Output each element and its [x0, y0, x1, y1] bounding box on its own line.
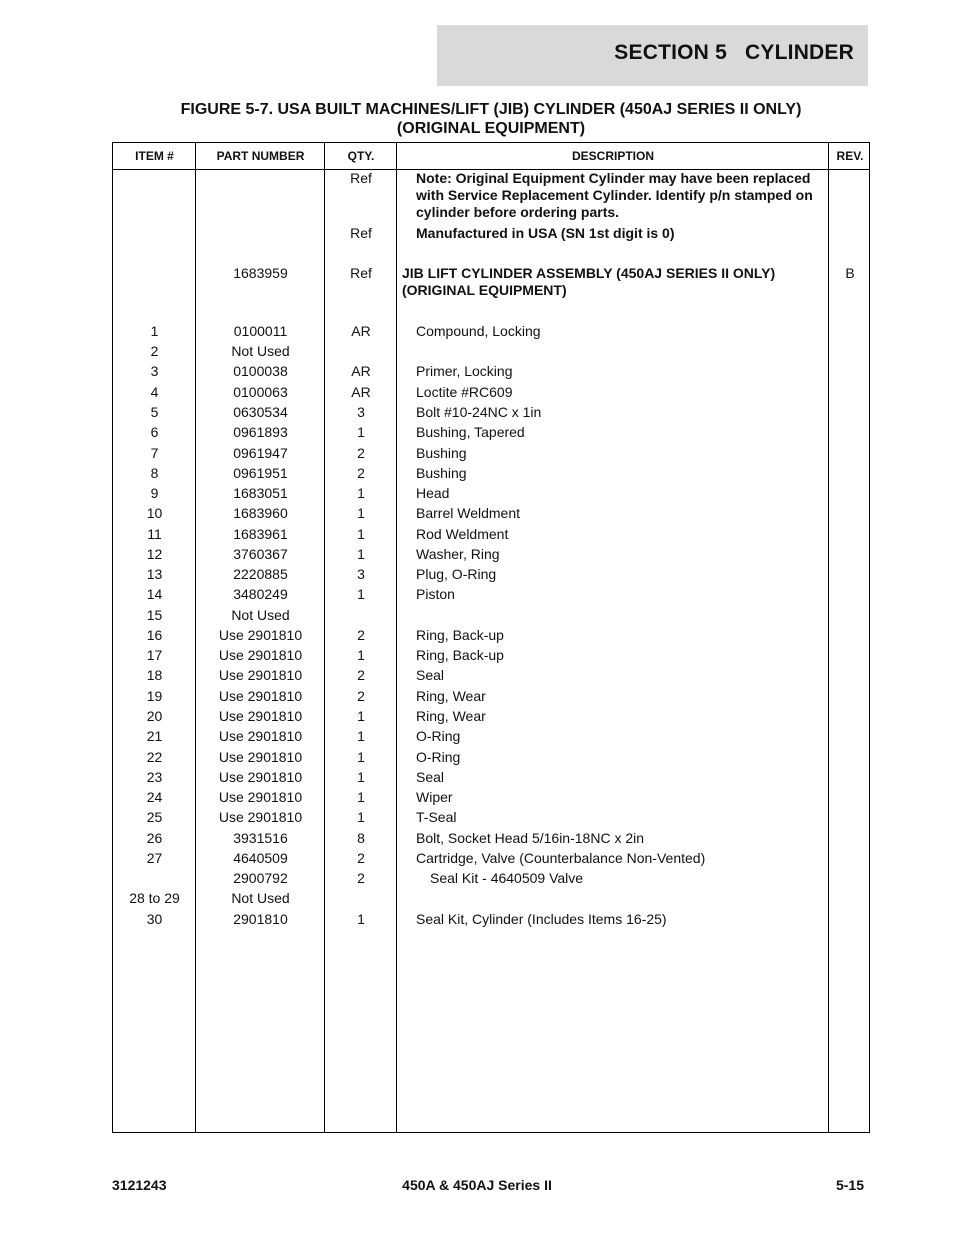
item-cell: 7	[150, 445, 159, 461]
description-cell: Ring, Back-up	[416, 647, 504, 663]
item-cell: 23	[146, 769, 163, 785]
qty-cell: AR	[351, 384, 371, 400]
qty-cell: 1	[357, 647, 365, 663]
part-number-cell: 0100038	[233, 363, 288, 379]
qty-cell: Ref	[350, 265, 372, 281]
description-cell: Cartridge, Valve (Counterbalance Non-Vented)	[416, 850, 706, 866]
item-cell: 27	[146, 850, 163, 866]
part-number-cell: 1683959	[233, 265, 288, 281]
qty-cell: 1	[357, 424, 365, 440]
column-divider	[828, 143, 829, 1132]
qty-cell: 2	[357, 445, 365, 461]
part-number-cell: 4640509	[233, 850, 288, 866]
part-number-cell: 1683961	[233, 526, 288, 542]
item-cell: 13	[146, 566, 163, 582]
section-header	[437, 25, 868, 86]
description-cell: Seal Kit, Cylinder (Includes Items 16-25)	[416, 911, 667, 927]
qty-cell: 1	[357, 505, 365, 521]
description-cell: Note: Original Equipment Cylinder may have been replaced with Service Replacement Cylinder. Identify p/n stamped on cylinder before ordering parts.	[416, 170, 813, 220]
qty-cell: 2	[357, 870, 365, 886]
qty-cell: AR	[351, 323, 371, 339]
part-number-cell: 0100063	[233, 384, 288, 400]
description-cell: Seal Kit - 4640509 Valve	[430, 870, 584, 886]
part-number-cell: 0961951	[233, 465, 288, 481]
item-cell: 5	[150, 404, 159, 420]
header-item: ITEM #	[135, 149, 174, 163]
qty-cell: Ref	[350, 170, 372, 186]
part-number-cell: 1683960	[233, 505, 288, 521]
item-cell: 18	[146, 667, 163, 683]
description-cell: T-Seal	[416, 809, 457, 825]
part-number-cell: Use 2901810	[218, 789, 303, 805]
description-cell: O-Ring	[416, 728, 461, 744]
part-number-cell: Not Used	[231, 607, 290, 623]
part-number-cell: 2900792	[233, 870, 288, 886]
part-number-cell: Use 2901810	[218, 809, 303, 825]
description-cell: JIB LIFT CYLINDER ASSEMBLY (450AJ SERIES II ONLY) (ORIGINAL EQUIPMENT)	[402, 265, 776, 298]
qty-cell: 2	[357, 850, 365, 866]
item-cell: 11	[147, 526, 162, 542]
description-cell: Bolt, Socket Head 5/16in-18NC x 2in	[416, 830, 645, 846]
item-cell: 9	[150, 485, 159, 501]
description-cell: Piston	[416, 586, 455, 602]
item-cell: 20	[146, 708, 163, 724]
qty-cell: 1	[357, 485, 365, 501]
description-cell: Barrel Weldment	[416, 505, 521, 521]
description-cell: Bushing, Tapered	[416, 424, 525, 440]
part-number-cell: Not Used	[231, 890, 290, 906]
description-cell: Rod Weldment	[416, 526, 509, 542]
part-number-cell: 3760367	[233, 546, 288, 562]
item-cell: 2	[150, 343, 159, 359]
parts-table	[112, 142, 870, 1133]
part-number-cell: Not Used	[231, 343, 290, 359]
part-number-cell: Use 2901810	[218, 667, 303, 683]
header-qty: QTY.	[347, 149, 375, 163]
qty-cell: 1	[357, 809, 365, 825]
item-cell: 22	[146, 749, 163, 765]
description-cell: Plug, O-Ring	[416, 566, 497, 582]
footer-model: 450A & 450AJ Series II	[402, 1177, 552, 1193]
header-description: DESCRIPTION	[571, 149, 654, 163]
qty-cell: 3	[357, 566, 365, 582]
qty-cell: 2	[357, 465, 365, 481]
description-cell: Bushing	[416, 445, 467, 461]
qty-cell: 1	[357, 708, 365, 724]
description-cell: Head	[416, 485, 450, 501]
part-number-cell: 1683051	[233, 485, 288, 501]
part-number-cell: Use 2901810	[218, 647, 303, 663]
item-cell: 25	[146, 809, 163, 825]
part-number-cell: 2901810	[233, 911, 288, 927]
part-number-cell: Use 2901810	[218, 627, 303, 643]
qty-cell: 2	[357, 688, 365, 704]
item-cell: 1	[150, 323, 159, 339]
section-title: SECTION 5 CYLINDER	[614, 41, 854, 64]
description-cell: Compound, Locking	[416, 323, 541, 339]
item-cell: 3	[150, 363, 159, 379]
part-number-cell: Use 2901810	[218, 769, 303, 785]
footer-page-number: 5-15	[835, 1177, 864, 1193]
qty-cell: Ref	[350, 225, 372, 241]
header-rev: REV.	[836, 149, 864, 163]
qty-cell: 1	[357, 526, 365, 542]
qty-cell: 1	[357, 769, 365, 785]
item-cell: 16	[146, 627, 163, 643]
part-number-cell: Use 2901810	[218, 749, 303, 765]
item-cell: 6	[150, 424, 159, 440]
qty-cell: 1	[357, 586, 365, 602]
qty-cell: 2	[357, 667, 365, 683]
item-cell: 8	[150, 465, 159, 481]
description-cell: Seal	[416, 769, 445, 785]
figure-title-line2: (ORIGINAL EQUIPMENT)	[396, 120, 586, 137]
qty-cell: 3	[357, 404, 365, 420]
qty-cell: AR	[351, 363, 371, 379]
description-cell: Manufactured in USA (SN 1st digit is 0)	[416, 225, 675, 241]
qty-cell: 1	[357, 789, 365, 805]
description-cell: Primer, Locking	[416, 363, 513, 379]
description-cell: Ring, Back-up	[416, 627, 504, 643]
item-cell: 30	[146, 911, 163, 927]
part-number-cell: Use 2901810	[218, 728, 303, 744]
part-number-cell: 0961947	[233, 445, 288, 461]
description-cell: Loctite #RC609	[416, 384, 513, 400]
description-cell: Washer, Ring	[416, 546, 500, 562]
header-part-number: PART NUMBER	[216, 149, 305, 163]
part-number-cell: Use 2901810	[218, 708, 303, 724]
description-cell: Seal	[416, 667, 445, 683]
footer-doc-number: 3121243	[112, 1177, 167, 1193]
part-number-cell: 0100011	[233, 323, 288, 339]
description-cell: Bolt #10-24NC x 1in	[416, 404, 542, 420]
part-number-cell: 0961893	[233, 424, 288, 440]
qty-cell: 8	[357, 830, 365, 846]
qty-cell: 1	[357, 911, 365, 927]
item-cell: 17	[146, 647, 163, 663]
figure-title	[112, 100, 870, 138]
description-cell: O-Ring	[416, 749, 461, 765]
description-cell: Ring, Wear	[416, 708, 486, 724]
rev-cell: B	[845, 265, 855, 281]
item-cell: 21	[146, 728, 163, 744]
figure-title-line1: FIGURE 5-7. USA BUILT MACHINES/LIFT (JIB) CYLINDER (450AJ SERIES II ONLY)	[180, 101, 802, 118]
item-cell: 26	[146, 830, 163, 846]
item-cell: 12	[146, 546, 163, 562]
part-number-cell: 2220885	[233, 566, 288, 582]
item-cell: 19	[146, 688, 163, 704]
description-cell: Ring, Wear	[416, 688, 486, 704]
part-number-cell: 0630534	[233, 404, 288, 420]
part-number-cell: Use 2901810	[218, 688, 303, 704]
item-cell: 15	[146, 607, 163, 623]
item-cell: 10	[146, 505, 163, 521]
item-cell: 4	[150, 384, 159, 400]
part-number-cell: 3480249	[233, 586, 288, 602]
qty-cell: 1	[357, 728, 365, 744]
item-cell: 24	[146, 789, 163, 805]
item-cell: 14	[146, 586, 163, 602]
qty-cell: 1	[357, 749, 365, 765]
part-number-cell: 3931516	[233, 830, 288, 846]
description-cell: Bushing	[416, 465, 467, 481]
qty-cell: 2	[357, 627, 365, 643]
item-cell: 28 to 29	[129, 890, 180, 906]
qty-cell: 1	[357, 546, 365, 562]
description-cell: Wiper	[416, 789, 453, 805]
